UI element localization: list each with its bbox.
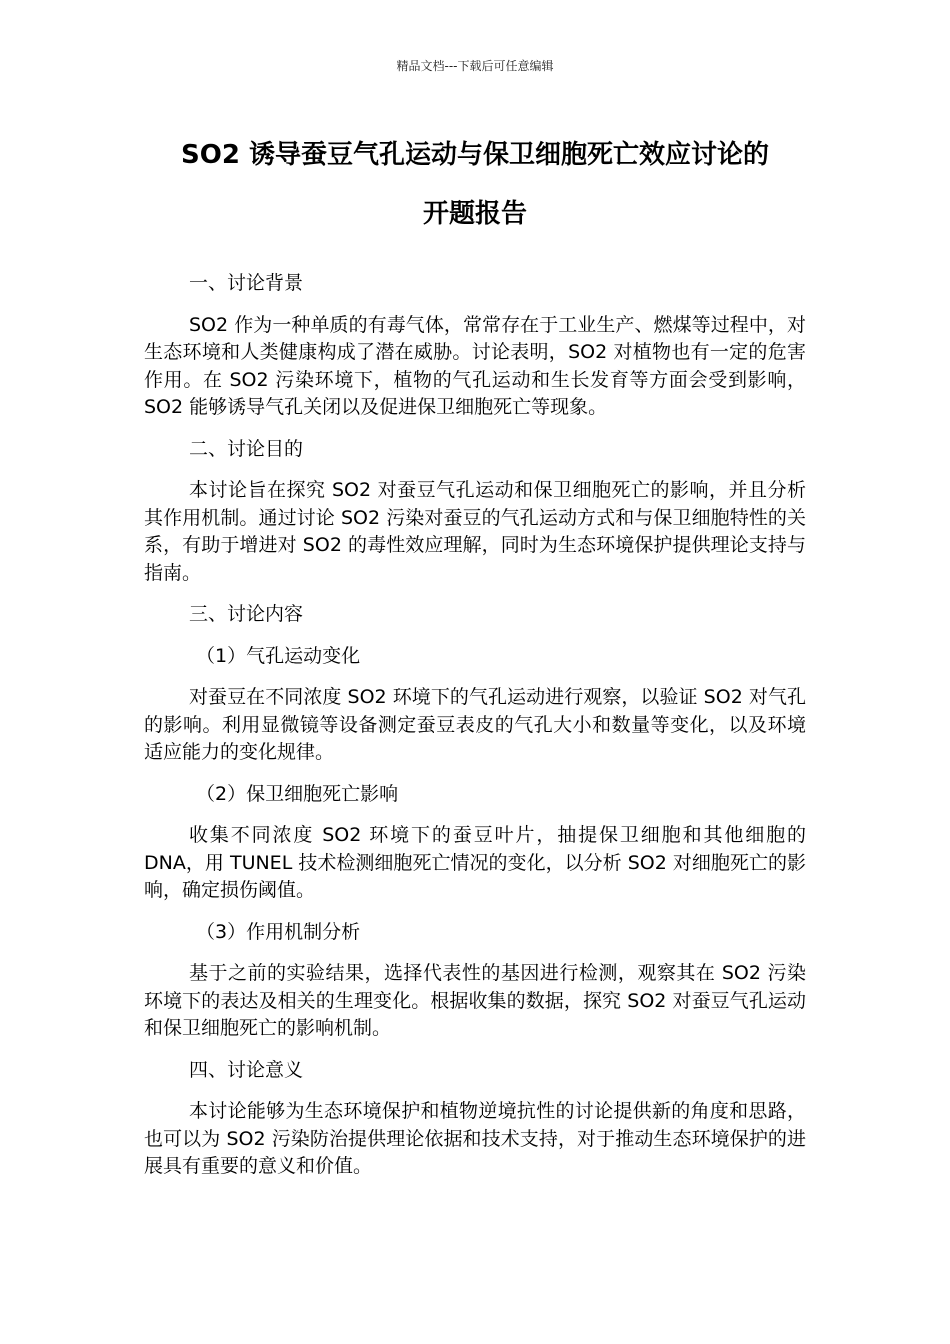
section-heading-purpose: 二、讨论目的	[189, 437, 304, 460]
paragraph-significance: 本讨论能够为生态环境保护和植物逆境抗性的讨论提供新的角度和思路，也可以为 SO2 污染防治提供理论依据和技术支持，对于推动生态环境保护的进展具有重要的意义和价值。	[144, 1100, 806, 1177]
document-body	[144, 270, 806, 1195]
document-title-line-1: SO2 诱导蚕豆气孔运动与保卫细胞死亡效应讨论的	[181, 140, 769, 170]
subheading-stomatal-movement: （1）气孔运动变化	[196, 644, 361, 667]
paragraph-guard-cell-death: 收集不同浓度 SO2 环境下的蚕豆叶片，抽提保卫细胞和其他细胞的 DNA，用 TUNEL 技术检测细胞死亡情况的变化，以分析 SO2 对细胞死亡的影响，确定损伤阈值。	[144, 824, 806, 901]
subheading-guard-cell-death: （2）保卫细胞死亡影响	[196, 782, 399, 805]
section-heading-significance: 四、讨论意义	[189, 1058, 304, 1081]
paragraph-mechanism-analysis: 基于之前的实验结果，选择代表性的基因进行检测，观察其在 SO2 污染环境下的表达及相关的生理变化。根据收集的数据，探究 SO2 对蚕豆气孔运动和保卫细胞死亡的影响机制。	[144, 962, 806, 1039]
section-heading-content: 三、讨论内容	[189, 603, 304, 625]
document-title-line-2: 开题报告	[422, 199, 527, 229]
subheading-mechanism-analysis: （3）作用机制分析	[196, 920, 361, 943]
section-heading-background: 一、讨论背景	[189, 272, 304, 294]
header-note: 精品文档---下载后可任意编辑	[396, 59, 554, 73]
paragraph-background: SO2 作为一种单质的有毒气体，常常存在于工业生产、燃煤等过程中，对生态环境和人类健康构成了潜在威胁。讨论表明，SO2 对植物也有一定的危害作用。在 SO2 污染环境下，植物的气孔运动和生长发育等方面会受到影响，SO2 能够诱导气孔关闭以及促进保卫细胞死亡等现象。	[144, 313, 806, 418]
paragraph-stomatal-movement: 对蚕豆在不同浓度 SO2 环境下的气孔运动进行观察，以验证 SO2 对气孔的影响。利用显微镜等设备测定蚕豆表皮的气孔大小和数量等变化，以及环境适应能力的变化规律。	[144, 686, 806, 763]
paragraph-purpose: 本讨论旨在探究 SO2 对蚕豆气孔运动和保卫细胞死亡的影响，并且分析其作用机制。通过讨论 SO2 污染对蚕豆的气孔运动方式和与保卫细胞特性的关系，有助于增进对 SO2 的毒性效应理解，同时为生态环境保护提供理论支持与指南。	[144, 479, 806, 584]
